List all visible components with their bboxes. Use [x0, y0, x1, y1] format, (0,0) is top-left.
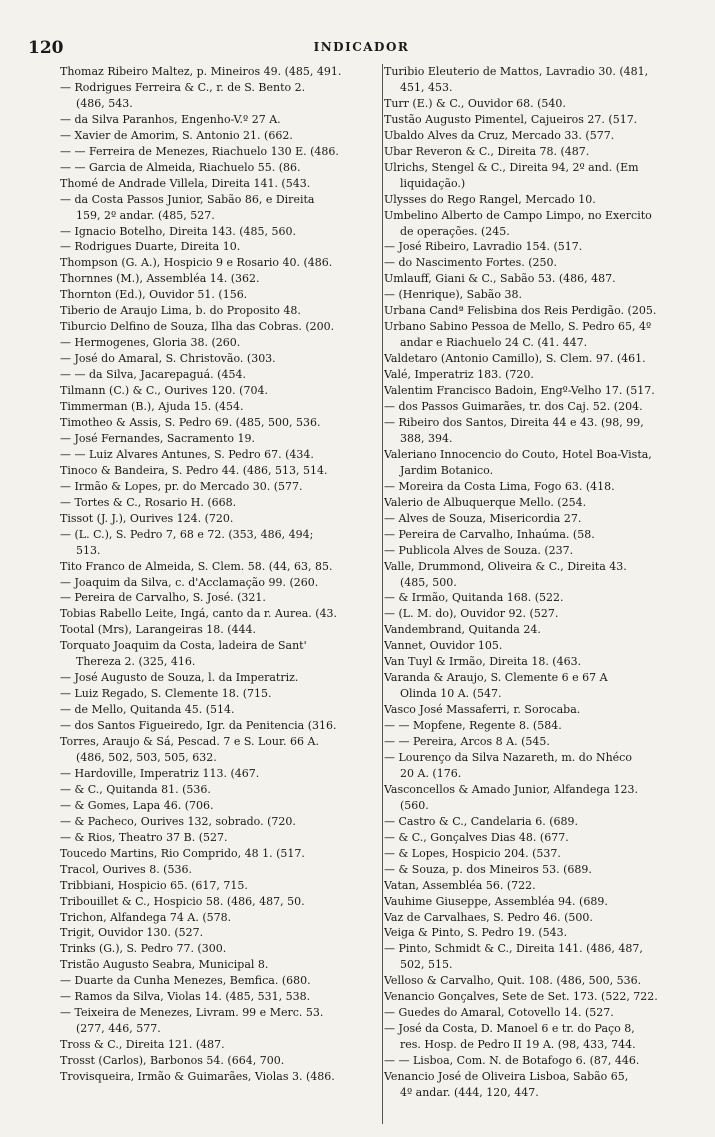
directory-entry [60, 766, 385, 782]
directory-entry [384, 160, 710, 192]
directory-entry [384, 846, 710, 862]
entry-text: Tracol, Ourives 8. (536. [60, 862, 192, 876]
directory-entry [384, 910, 710, 926]
entry-text: — dos Santos Figueiredo, Igr. da Penitencia (316. [60, 719, 337, 733]
entry-text: Torres, Araujo & Sá, Pescad. 7 e S. Lour. 66 A. [60, 735, 319, 749]
entry-text: Varanda & Araujo, S. Clemente 6 e 67 A [384, 671, 608, 685]
entry-text: Van Tuyl & Irmão, Direita 18. (463. [384, 655, 582, 669]
entry-text: — José Fernandes, Sacramento 19. [60, 431, 256, 445]
entry-text: Veiga & Pinto, S. Pedro 19. (543. [384, 926, 568, 940]
entry-text: Trosst (Carlos), Barbonos 54. (664, 700. [60, 1054, 285, 1068]
entry-text: — Tortes & C., Rosario H. (668. [60, 495, 237, 509]
entry-continuation: (485, 500. [400, 575, 457, 589]
entry-text: — Pinto, Schmidt & C., Direita 141. (486, 487, [384, 942, 643, 956]
directory-entry [60, 160, 385, 176]
entry-text: Ubar Reveron & C., Direita 78. (487. [384, 144, 590, 158]
entry-continuation: 20 A. (176. [400, 766, 462, 780]
entry-continuation: res. Hosp. de Pedro II 19 A. (98, 433, 744. [400, 1038, 636, 1052]
entry-continuation: (486, 543. [76, 96, 133, 110]
directory-entry [60, 479, 385, 495]
directory-entry [60, 734, 385, 766]
entry-text: — Luiz Regado, S. Clemente 18. (715. [60, 687, 272, 701]
entry-continuation: liquidação.) [400, 176, 466, 190]
entry-text: Trovisqueira, Irmão & Guimarães, Violas 3. (486. [60, 1070, 335, 1084]
directory-entry [384, 287, 710, 303]
entry-text: — — Ferreira de Menezes, Riachuelo 130 E. (486. [60, 144, 339, 158]
directory-entry [60, 1037, 385, 1053]
directory-entry [384, 654, 710, 670]
entry-continuation: 502, 515. [400, 958, 453, 972]
directory-entry [384, 511, 710, 527]
directory-entry [60, 878, 385, 894]
entry-text: — — Garcia de Almeida, Riachuelo 55. (86. [60, 160, 301, 174]
directory-entry [384, 941, 710, 973]
entry-continuation: de operações. (245. [400, 224, 510, 238]
directory-entry [60, 287, 385, 303]
entry-text: Trichon, Alfandega 74 A. (578. [60, 910, 232, 924]
directory-entry [384, 543, 710, 559]
directory-entry [384, 527, 710, 543]
directory-entry [384, 718, 710, 734]
entry-text: — — Lisboa, Com. N. de Botafogo 6. (87, 446. [384, 1054, 640, 1068]
entry-text: Trigit, Ouvidor 130. (527. [60, 926, 204, 940]
entry-text: Vasco José Massaferri, r. Sorocaba. [384, 703, 581, 717]
entry-text: — Ramos da Silva, Violas 14. (485, 531, 538. [60, 990, 311, 1004]
entry-text: — (Henrique), Sabão 38. [384, 288, 522, 302]
directory-entry [60, 447, 385, 463]
running-title: INDICADOR [313, 40, 410, 54]
entry-text: — Pereira de Carvalho, S. José. (321. [60, 591, 266, 605]
entry-text: Valentim Francisco Badoin, Engº-Velho 17. (517. [384, 384, 655, 398]
directory-entry [384, 862, 710, 878]
directory-entry [60, 973, 385, 989]
entry-text: — Joaquim da Silva, c. d'Acclamação 99. (260. [60, 575, 319, 589]
directory-entry [60, 527, 385, 559]
entry-text: — Publicola Alves de Souza. (237. [384, 543, 574, 557]
directory-entry [60, 590, 385, 606]
entry-text: — Hermogenes, Gloria 38. (260. [60, 336, 241, 350]
directory-entry [384, 670, 710, 702]
entry-text: Vandembrand, Quitanda 24. [384, 623, 541, 637]
directory-entry [60, 718, 385, 734]
entry-text: — & Souza, p. dos Mineiros 53. (689. [384, 862, 592, 876]
directory-entry [60, 367, 385, 383]
directory-entry [384, 1069, 710, 1101]
directory-entry [60, 1005, 385, 1037]
directory-entry [60, 511, 385, 527]
directory-entry [384, 894, 710, 910]
entry-text: Valdetaro (Antonio Camillo), S. Clem. 97. (461. [384, 352, 646, 366]
directory-entry [384, 782, 710, 814]
entry-text: Toucedo Martins, Rio Comprido, 48 1. (517. [60, 846, 305, 860]
entry-text: Thornton (Ed.), Ouvidor 51. (156. [60, 288, 248, 302]
entry-text: Timmerman (B.), Ajuda 15. (454. [60, 400, 244, 414]
entry-continuation: (560. [400, 798, 429, 812]
directory-entry [60, 814, 385, 830]
entry-continuation: (486, 502, 503, 505, 632. [76, 750, 217, 764]
directory-entry [384, 878, 710, 894]
directory-entry [384, 479, 710, 495]
directory-entry [60, 112, 385, 128]
entry-text: — de Mello, Quitanda 45. (514. [60, 703, 235, 717]
directory-entry [384, 622, 710, 638]
directory-entry [60, 176, 385, 192]
entry-continuation: andar e Riachuelo 24 C. (41. 447. [400, 336, 588, 350]
entry-text: Umlauff, Giani & C., Sabão 53. (486, 487. [384, 272, 616, 286]
entry-text: — & Irmão, Quitanda 168. (522. [384, 591, 564, 605]
directory-entry [384, 367, 710, 383]
entry-text: — & Pacheco, Ourives 132, sobrado. (720. [60, 814, 296, 828]
entry-text: — José da Costa, D. Manoel 6 e tr. do Paço 8, [384, 1022, 635, 1036]
entry-continuation: Jardim Botanico. [400, 463, 494, 477]
directory-entry [384, 96, 710, 112]
directory-entry [60, 431, 385, 447]
entry-text: — Castro & C., Candelaria 6. (689. [384, 814, 579, 828]
entry-text: Tribouillet & C., Hospicio 58. (486, 487, 50. [60, 894, 305, 908]
entry-text: Ulysses do Rego Rangel, Mercado 10. [384, 192, 596, 206]
entry-text: Vaz de Carvalhaes, S. Pedro 46. (500. [384, 910, 593, 924]
entry-text: — — da Silva, Jacarepaguá. (454. [60, 368, 246, 382]
entry-continuation: 4º andar. (444, 120, 447. [400, 1086, 539, 1099]
entry-text: Urbana Candª Felisbina dos Reis Perdigão. (205. [384, 304, 657, 318]
directory-entry [60, 271, 385, 287]
directory-entry [60, 383, 385, 399]
directory-entry [384, 973, 710, 989]
entry-text: Tiberio de Araujo Lima, b. do Proposito 48. [60, 304, 301, 318]
directory-entry [384, 192, 710, 208]
directory-entry [60, 144, 385, 160]
directory-entry [384, 64, 710, 96]
right-column [384, 64, 710, 1101]
entry-text: Tustão Augusto Pimentel, Cajueiros 27. (517. [384, 112, 638, 126]
entry-text: Valle, Drummond, Oliveira & C., Direita 43. [384, 559, 627, 573]
directory-entry [384, 830, 710, 846]
directory-entry [384, 1005, 710, 1021]
entry-text: — (L. M. do), Ouvidor 92. (527. [384, 607, 559, 621]
directory-entry [60, 239, 385, 255]
entry-text: — Teixeira de Menezes, Livram. 99 e Merc. 53. [60, 1006, 324, 1020]
entry-text: Ubaldo Alves da Cruz, Mercado 33. (577. [384, 128, 615, 142]
entry-text: — Moreira da Costa Lima, Fogo 63. (418. [384, 479, 615, 493]
entry-text: — Ignacio Botelho, Direita 143. (485, 560. [60, 224, 297, 238]
entry-text: Thomaz Ribeiro Maltez, p. Mineiros 49. (485, 491. [60, 65, 342, 78]
directory-entry [60, 846, 385, 862]
entry-text: Trinks (G.), S. Pedro 77. (300. [60, 942, 227, 956]
entry-text: Thornnes (M.), Assembléa 14. (362. [60, 272, 260, 286]
entry-continuation: 159, 2º andar. (485, 527. [76, 208, 215, 222]
entry-text: — Alves de Souza, Misericordia 27. [384, 511, 582, 525]
directory-entry [60, 941, 385, 957]
entry-text: Thomé de Andrade Villela, Direita 141. (543. [60, 176, 311, 190]
entry-text: Vauhime Giuseppe, Assembléa 94. (689. [384, 894, 608, 908]
entry-text: — dos Passos Guimarães, tr. dos Caj. 52. (204. [384, 400, 643, 414]
directory-entry [384, 271, 710, 287]
directory-entry [60, 224, 385, 240]
entry-text: Tobias Rabello Leite, Ingá, canto da r. Aurea. (43. [60, 607, 338, 621]
entry-text: Tross & C., Direita 121. (487. [60, 1038, 225, 1052]
directory-entry [384, 255, 710, 271]
directory-entry [60, 782, 385, 798]
directory-entry [60, 670, 385, 686]
entry-text: Urbano Sabino Pessoa de Mello, S. Pedro 65, 4º [384, 320, 652, 334]
entry-text: — Ribeiro dos Santos, Direita 44 e 43. (98, 99, [384, 415, 644, 429]
entry-text: — José Ribeiro, Lavradio 154. (517. [384, 240, 583, 254]
directory-entry [60, 64, 385, 80]
entry-text: Valeriano Innocencio do Couto, Hotel Boa-Vista, [384, 447, 652, 461]
entry-text: Tilmann (C.) & C., Ourives 120. (704. [60, 384, 268, 398]
directory-entry [60, 910, 385, 926]
entry-text: — Rodrigues Ferreira & C., r. de S. Bento 2. [60, 80, 306, 94]
entry-text: — & Rios, Theatro 37 B. (527. [60, 830, 228, 844]
entry-text: Tissot (J. J.), Ourives 124. (720. [60, 511, 234, 525]
entry-text: — — Mopfene, Regente 8. (584. [384, 719, 562, 733]
entry-text: Vasconcellos & Amado Junior, Alfandega 123. [384, 782, 638, 796]
directory-entry [384, 814, 710, 830]
entry-text: Valé, Imperatriz 183. (720. [384, 368, 534, 382]
directory-entry [60, 415, 385, 431]
directory-entry [60, 702, 385, 718]
directory-entry [60, 957, 385, 973]
entry-text: — Hardoville, Imperatriz 113. (467. [60, 766, 260, 780]
directory-entry [384, 351, 710, 367]
entry-text: — Irmão & Lopes, pr. do Mercado 30. (577. [60, 479, 303, 493]
entry-text: — do Nascimento Fortes. (250. [384, 256, 557, 270]
directory-entry [384, 734, 710, 750]
directory-entry [60, 303, 385, 319]
directory-entry [60, 622, 385, 638]
entry-text: Turr (E.) & C., Ouvidor 68. (540. [384, 96, 566, 110]
directory-entry [384, 1053, 710, 1069]
directory-entry [384, 128, 710, 144]
entry-text: Venancio José de Oliveira Lisboa, Sabão 65, [384, 1070, 629, 1084]
column-divider [382, 64, 383, 1124]
directory-entry [384, 989, 710, 1005]
entry-text: Valerio de Albuquerque Mello. (254. [384, 495, 587, 509]
directory-entry [60, 128, 385, 144]
entry-text: Tinoco & Bandeira, S. Pedro 44. (486, 513, 514. [60, 463, 328, 477]
directory-entry [60, 335, 385, 351]
entry-continuation: 451, 453. [400, 80, 453, 94]
entry-text: Vatan, Assembléa 56. (722. [384, 878, 536, 892]
directory-entry [384, 495, 710, 511]
entry-text: Venancio Gonçalves, Sete de Set. 173. (522, 722. [384, 990, 658, 1004]
directory-entry [60, 638, 385, 670]
directory-entry [384, 208, 710, 240]
entry-text: — Rodrigues Duarte, Direita 10. [60, 240, 241, 254]
directory-entry [384, 447, 710, 479]
directory-entry [60, 399, 385, 415]
directory-entry [60, 1053, 385, 1069]
directory-entry [60, 1069, 385, 1085]
entry-text: Turibio Eleuterio de Mattos, Lavradio 30. (481, [384, 65, 649, 78]
entry-text: — — Luiz Alvares Antunes, S. Pedro 67. (434. [60, 447, 314, 461]
entry-text: — Duarte da Cunha Menezes, Bemfica. (680. [60, 974, 311, 988]
entry-text: Tribbiani, Hospicio 65. (617, 715. [60, 878, 248, 892]
entry-continuation: Olinda 10 A. (547. [400, 687, 502, 701]
entry-text: — Xavier de Amorim, S. Antonio 21. (662. [60, 128, 293, 142]
directory-entry [384, 702, 710, 718]
left-column [60, 64, 385, 1085]
directory-entry [384, 559, 710, 591]
directory-entry [384, 383, 710, 399]
directory-entry [60, 798, 385, 814]
entry-text: Ulrichs, Stengel & C., Direita 94, 2º and. (Em [384, 160, 639, 174]
entry-text: — & C., Quitanda 81. (536. [60, 782, 211, 796]
entry-text: — & C., Gonçalves Dias 48. (677. [384, 830, 569, 844]
directory-entry [60, 686, 385, 702]
entry-text: Velloso & Carvalho, Quit. 108. (486, 500, 536. [384, 974, 642, 988]
entry-text: Thompson (G. A.), Hospicio 9 e Rosario 40. (486. [60, 256, 333, 270]
entry-text: — da Silva Paranhos, Engenho-V.º 27 A. [60, 112, 281, 126]
directory-entry [60, 351, 385, 367]
directory-entry [60, 894, 385, 910]
directory-entry [60, 575, 385, 591]
directory-entry [60, 255, 385, 271]
directory-entry [60, 192, 385, 224]
entry-text: Tristão Augusto Seabra, Municipal 8. [60, 958, 269, 972]
entry-continuation: 513. [76, 543, 101, 557]
entry-text: — da Costa Passos Junior, Sabão 86, e Direita [60, 192, 315, 206]
directory-entry [384, 319, 710, 351]
entry-text: — José do Amaral, S. Christovão. (303. [60, 352, 276, 366]
entry-text: — Pereira de Carvalho, Inhaúma. (58. [384, 527, 595, 541]
directory-entry [60, 830, 385, 846]
entry-text: Timotheo & Assis, S. Pedro 69. (485, 500, 536. [60, 415, 321, 429]
entry-text: Torquato Joaquim da Costa, ladeira de Sant' [60, 639, 307, 653]
entry-text: Umbelino Alberto de Campo Limpo, no Exercito [384, 208, 652, 222]
directory-entry [60, 559, 385, 575]
directory-entry [60, 989, 385, 1005]
entry-text: — & Lopes, Hospicio 204. (537. [384, 846, 561, 860]
directory-entry [384, 239, 710, 255]
directory-entry [60, 606, 385, 622]
directory-entry [60, 463, 385, 479]
entry-text: — Guedes do Amaral, Cotovello 14. (527. [384, 1006, 614, 1020]
directory-entry [384, 750, 710, 782]
entry-continuation: (277, 446, 577. [76, 1022, 161, 1036]
directory-entry [60, 319, 385, 335]
directory-entry [384, 590, 710, 606]
directory-entry [384, 399, 710, 415]
directory-entry [384, 925, 710, 941]
entry-text: Vannet, Ouvidor 105. [384, 639, 503, 653]
directory-entry [60, 495, 385, 511]
entry-text: — — Pereira, Arcos 8 A. (545. [384, 735, 550, 749]
entry-continuation: 388, 394. [400, 431, 453, 445]
directory-entry [60, 80, 385, 112]
entry-text: — (L. C.), S. Pedro 7, 68 e 72. (353, 486, 494; [60, 527, 314, 541]
directory-entry [60, 862, 385, 878]
entry-text: — & Gomes, Lapa 46. (706. [60, 798, 214, 812]
page-header [28, 38, 695, 60]
directory-entry [384, 144, 710, 160]
directory-entry [60, 925, 385, 941]
entry-text: Tito Franco de Almeida, S. Clem. 58. (44, 63, 85. [60, 559, 333, 573]
entry-text: Tiburcio Delfino de Souza, Ilha das Cobras. (200. [60, 320, 335, 334]
directory-entry [384, 638, 710, 654]
entry-text: — Lourenço da Silva Nazareth, m. do Nhéco [384, 750, 632, 764]
entry-text: Tootal (Mrs), Larangeiras 18. (444. [60, 623, 257, 637]
entry-text: — José Augusto de Souza, l. da Imperatriz. [60, 671, 299, 685]
directory-entry [384, 112, 710, 128]
directory-entry [384, 606, 710, 622]
directory-entry [384, 303, 710, 319]
directory-entry [384, 1021, 710, 1053]
directory-entry [384, 415, 710, 447]
entry-continuation: Thereza 2. (325, 416. [76, 655, 196, 669]
page-number: 120 [28, 38, 64, 58]
